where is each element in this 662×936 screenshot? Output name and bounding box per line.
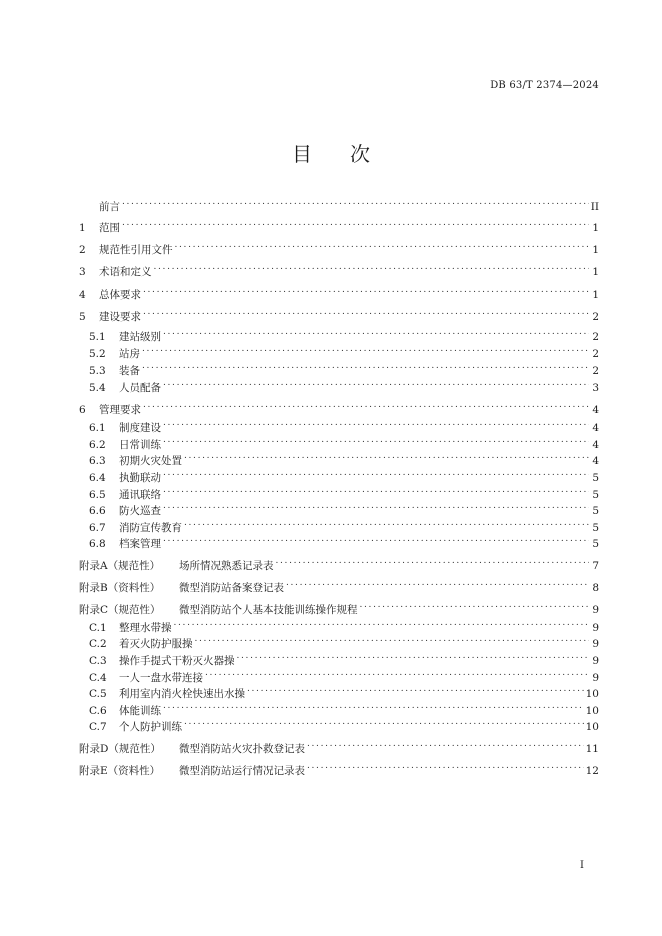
page-number: I [580,860,584,871]
toc-entry-page: 4 [592,422,599,434]
toc-entry-number: C.5 [89,688,107,700]
toc-entry-number: C.1 [89,622,107,634]
toc-entry-page: II [590,201,599,213]
toc-entry-number: C.4 [89,672,107,684]
toc-entry[interactable] [79,470,599,486]
toc-leader-dots [247,687,584,697]
toc-entry-page: 2 [592,311,599,323]
toc-entry-page: 10 [585,705,599,717]
toc-entry-title: 场所情况熟悉记录表 [179,560,274,572]
toc-entry-page: 7 [592,560,599,572]
toc-entry[interactable] [79,653,599,669]
toc-entry-title: 利用室内消火栓快速出水操 [119,688,245,700]
toc-entry-title: 范围 [99,222,120,234]
toc-entry-number: 5.2 [89,348,106,360]
toc-leader-dots [143,403,589,413]
toc-entry-number: 5.4 [89,382,106,394]
toc-entry-title: 日常训练 [119,439,161,451]
toc-entry-number: 6.1 [89,422,106,434]
toc-entry-page: 9 [592,604,599,616]
page-title [0,138,662,167]
toc-entry-number: 6.3 [89,455,106,467]
toc-entry[interactable] [79,363,599,379]
toc-entry[interactable] [79,520,599,536]
toc-leader-dots [184,521,589,531]
toc-entry-title: 规范性引用文件 [99,244,173,256]
toc-entry[interactable] [79,242,599,258]
toc-entry-number: 6 [79,404,86,416]
toc-entry[interactable] [79,264,599,280]
title-char-1: 目 [292,142,312,166]
toc-entry-title: 体能训练 [119,705,161,717]
toc-entry-page: 8 [592,582,599,594]
toc-entry-title: 微型消防站个人基本技能训练操作规程 [179,604,358,616]
toc-entry-number: C.3 [89,655,107,667]
toc-entry-title: 装备 [119,365,140,377]
toc-entry-title: 管理要求 [99,404,141,416]
toc-entry-title: 建设要求 [99,311,141,323]
toc-entry[interactable] [79,620,599,636]
toc-entry-page: 5 [592,505,599,517]
toc-entry-number: 6.2 [89,439,106,451]
toc-entry-title: 总体要求 [99,289,141,301]
toc-entry-number: C.6 [89,705,107,717]
toc-entry[interactable] [79,346,599,362]
toc-entry[interactable] [79,580,599,596]
toc-entry[interactable] [79,719,599,735]
toc-entry-title: 一人一盘水带连接 [119,672,203,684]
toc-entry-page: 2 [592,348,599,360]
toc-entry-page: 1 [592,222,599,234]
toc-leader-dots [184,454,589,464]
toc-leader-dots [163,421,589,431]
toc-leader-dots [154,265,590,275]
toc-entry-title: 人员配备 [119,382,161,394]
toc-leader-dots [142,364,589,374]
toc-leader-dots [360,603,590,613]
toc-leader-dots [163,381,589,391]
toc-entry-number: 2 [79,244,86,256]
toc-entry[interactable] [79,309,599,325]
toc-entry-page: 9 [592,672,599,684]
toc-entry-page: 9 [592,622,599,634]
toc-leader-dots [143,288,589,298]
toc-entry-title: 消防宣传教育 [119,522,182,534]
toc-entry-number: 1 [79,222,86,234]
toc-entry[interactable] [79,329,599,345]
toc-entry-title: 站房 [119,348,140,360]
toc-leader-dots [122,221,589,231]
toc-entry[interactable] [79,199,599,215]
toc-leader-dots [184,720,584,730]
toc-entry-title: 建站级别 [119,331,161,343]
toc-entry-number: 3 [79,266,86,278]
toc-entry-number: 附录C（规范性） [79,604,161,616]
toc-leader-dots [163,704,584,714]
toc-entry-title: 个人防护训练 [119,721,182,733]
toc-entry-title: 微型消防站备案登记表 [179,582,284,594]
toc-entry-title: 整理水带操 [119,622,172,634]
toc-leader-dots [286,581,589,591]
toc-entry[interactable] [79,402,599,418]
toc-leader-dots [122,200,589,210]
toc-entry-number: 5.1 [89,331,106,343]
toc-entry-number: 6.5 [89,489,106,501]
toc-entry-page: 12 [585,765,599,777]
toc-entry-number: 附录D（规范性） [79,743,161,755]
toc-entry-number: 6.6 [89,505,106,517]
toc-entry-number: C.2 [89,638,107,650]
toc-entry[interactable] [79,536,599,552]
toc-leader-dots [175,243,590,253]
toc-entry-page: 1 [592,266,599,278]
toc-entry-title: 微型消防站运行情况记录表 [179,765,305,777]
toc-leader-dots [163,537,589,547]
toc-leader-dots [205,671,589,681]
toc-leader-dots [195,637,590,647]
toc-entry-number: 6.7 [89,522,106,534]
toc-entry-title: 制度建设 [119,422,161,434]
toc-leader-dots [307,764,584,774]
toc-entry-title: 术语和定义 [99,266,152,278]
toc-entry-number: C.7 [89,721,107,733]
toc-entry-number: 6.4 [89,472,106,484]
toc-entry-page: 3 [592,382,599,394]
toc-entry[interactable] [79,420,599,436]
toc-leader-dots [163,438,589,448]
toc-entry[interactable] [79,437,599,453]
toc-leader-dots [163,488,589,498]
toc-entry-page: 5 [592,489,599,501]
toc-entry[interactable] [79,380,599,396]
toc-entry-page: 4 [592,439,599,451]
toc-entry-number: 附录B（资料性） [79,582,161,594]
toc-entry-page: 10 [585,721,599,733]
toc-entry-title: 微型消防站火灾扑救登记表 [179,743,305,755]
toc-entry-page: 4 [592,404,599,416]
toc-entry[interactable] [79,602,599,618]
toc-entry-page: 2 [592,365,599,377]
toc-leader-dots [174,621,590,631]
toc-entry-page: 1 [592,244,599,256]
toc-entry-page: 5 [592,472,599,484]
toc-entry-number: 6.8 [89,538,106,550]
toc-entry-page: 1 [592,289,599,301]
toc-entry[interactable] [79,703,599,719]
toc-leader-dots [307,742,584,752]
toc-entry-page: 9 [592,655,599,667]
toc-leader-dots [143,310,589,320]
toc-entry[interactable] [79,763,599,779]
toc-entry-title: 通讯联络 [119,489,161,501]
toc-leader-dots [237,654,590,664]
toc-entry[interactable] [79,503,599,519]
toc-entry[interactable] [79,686,599,702]
title-char-2: 次 [350,142,370,166]
toc-entry-number: 5.3 [89,365,106,377]
toc-entry-title: 着灭火防护服操 [119,638,193,650]
toc-entry-number: 5 [79,311,86,323]
toc-entry-title: 执勤联动 [119,472,161,484]
toc-entry[interactable] [79,636,599,652]
toc-entry-title: 前言 [99,201,120,213]
toc-entry-page: 2 [592,331,599,343]
toc-leader-dots [142,347,589,357]
toc-entry-number: 附录A（规范性） [79,560,161,572]
toc-entry-title: 防火巡查 [119,505,161,517]
document-code: DB 63/T 2374—2024 [490,80,599,91]
toc-entry-title: 操作手提式干粉灭火器操 [119,655,235,667]
toc-entry[interactable] [79,220,599,236]
toc-entry-page: 5 [592,522,599,534]
toc-leader-dots [276,559,590,569]
toc-entry-page: 10 [585,688,599,700]
toc-entry[interactable] [79,670,599,686]
toc-entry-page: 5 [592,538,599,550]
toc-leader-dots [163,504,589,514]
toc-entry-page: 4 [592,455,599,467]
toc-entry-number: 附录E（资料性） [79,765,161,777]
toc-entry[interactable] [79,287,599,303]
toc-entry-page: 9 [592,638,599,650]
toc-entry-number: 4 [79,289,86,301]
toc-entry-title: 初期火灾处置 [119,455,182,467]
toc-entry[interactable] [79,558,599,574]
toc-leader-dots [163,471,589,481]
toc-entry[interactable] [79,453,599,469]
toc-entry-page: 11 [585,743,599,755]
toc-entry[interactable] [79,487,599,503]
toc-entry[interactable] [79,741,599,757]
toc-leader-dots [163,330,589,340]
toc-entry-title: 档案管理 [119,538,161,550]
